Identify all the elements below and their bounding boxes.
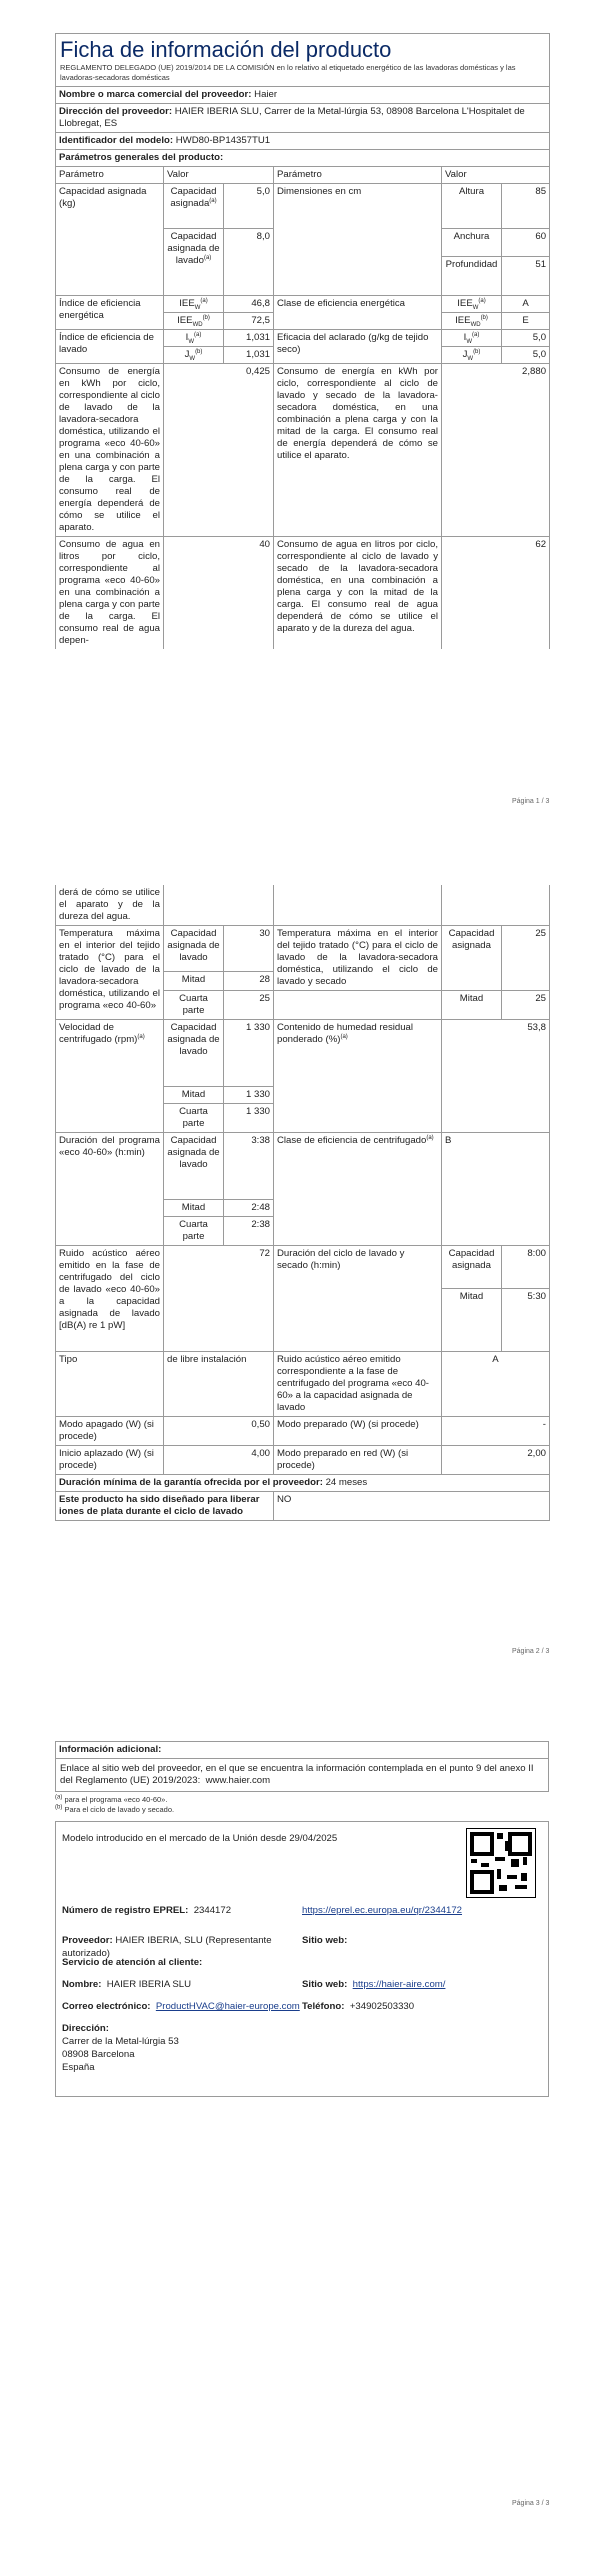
off-mode-label: Modo apagado (W) (si procede) [56,1417,164,1446]
regulation-text: REGLAMENTO DELEGADO (UE) 2019/2014 DE LA COMISIÓN en lo relativo al etiquetado energético de las lavadoras domésticas y las lavadoras-secadoras domésticas [60,63,516,82]
height-value: 85 [502,184,550,229]
page-1 [55,33,549,649]
provider-value: HAIER IBERIA, SLU (Representante autorizado) [62,1935,272,1959]
duration-label: Duración del programa «eco 40-60» (h:min) [56,1133,164,1246]
water-wd-value: 62 [442,537,550,650]
col-value-header-2: Valor [442,167,550,184]
page-2 [55,885,549,1521]
noise-class-value: A [442,1352,550,1417]
depth-label: Profundidad [442,257,502,296]
spin-sub-2: Mitad [164,1087,224,1104]
additional-url: www.haier.com [205,1775,271,1786]
dur-sub-2: Mitad [164,1200,224,1217]
eec-wd-value: E [502,313,550,330]
temp-w-label: Temperatura máxima en el interior del tejido tratado (°C) para el ciclo de lavado de la lavadora-secadora doméstica, utilizando el programa «eco 40-60» [56,926,164,1020]
brand-value: Haier [254,89,278,100]
address-line-3: España [62,2062,95,2073]
service-name-value: HAIER IBERIA SLU [106,1979,192,1990]
address-line-1: Carrer de la Metal-lúrgia 53 [62,2036,179,2047]
eec-wd: IEE [455,315,471,326]
temp-wd-sub-1: Capacidad asignada [442,926,502,991]
temp-val-3: 25 [224,991,274,1020]
spin-label: Velocidad de centrifugado (rpm) [59,1022,138,1045]
page-number-1: Página 1 / 3 [512,798,550,805]
noise-class-label: Ruido acústico aéreo emitido correspondiente a la fase de centrifugado del programa «eco 40-60» a la capacidad asignada de lavado [274,1352,442,1417]
service-label: Servicio de atención al cliente: [62,1957,203,1968]
eprel-reg-label: Número de registro EPREL: [62,1905,189,1916]
rinse-label: Eficacia del aclarado (g/kg de tejido seco) [274,330,442,364]
eei-w-value: 46,8 [224,296,274,313]
width-label: Anchura [442,229,502,257]
warranty-label: Duración mínima de la garantía ofrecida por el proveedor: [59,1477,323,1488]
footnote-b: Para el ciclo de lavado y secado. [64,1805,175,1814]
jw2-value: 5,0 [502,347,550,364]
spin-class-label: Clase de eficiencia de centrifugado [277,1135,427,1146]
email-link[interactable]: ProductHVAC@haier-europe.com [155,2001,300,2012]
silver-ions-label: Este producto ha sido diseñado para liberar iones de plata durante el ciclo de lavado [56,1492,274,1521]
water-w-label-cont: derá de cómo se utilice el aparato y de la dureza del agua. [56,885,164,926]
dims-label: Dimensiones en cm [274,184,442,296]
network-standby-value: 2,00 [442,1446,550,1475]
durwd-sub-1: Capacidad asignada [442,1246,502,1289]
spin-val-2: 1 330 [224,1087,274,1104]
additional-text: Enlace al sitio web del proveedor, en el que se encuentra la información contemplada en el punto 9 del anexo II del Reglamento (UE) 2019/2023: [60,1763,534,1786]
additional-title: Información adicional: [56,1742,549,1759]
page-title: Ficha de información del producto [60,37,392,62]
noise-value: 72 [164,1246,274,1352]
temp-sub-1: Capacidad asignada de lavado [164,926,224,972]
off-mode-value: 0,50 [164,1417,274,1446]
water-w-value: 40 [164,537,274,650]
durwd-sub-2: Mitad [442,1289,502,1352]
brand-label: Nombre o marca comercial del proveedor: [59,89,252,100]
cap-val-2: 8,0 [224,229,274,296]
eprel-link[interactable]: https://eprel.ec.europa.eu/qr/2344172 [302,1905,463,1916]
eec-label: Clase de eficiencia energética [274,296,442,330]
dur-val-3: 2:38 [224,1217,274,1246]
eei-wd-value: 72,5 [224,313,274,330]
depth-value: 51 [502,257,550,296]
temp-sub-2: Mitad [164,971,224,990]
iw2-value: 5,0 [502,330,550,347]
dur-sub-1: Capacidad asignada de lavado [164,1133,224,1200]
temp-wd-val-2: 25 [502,991,550,1020]
standby-value: - [442,1417,550,1446]
footnote-a: para el programa «eco 40-60». [64,1795,168,1804]
energy-w-value: 0,425 [164,364,274,537]
dur-val-1: 3:38 [224,1133,274,1200]
eprel-box [55,1821,549,2097]
cap-sub-2: Capacidad asignada de lavado [167,231,220,266]
capacity-label: Capacidad asignada (kg) [56,184,164,296]
iw2: I [463,332,467,343]
phone-value: +34902503330 [349,2001,415,2012]
address-value: HAIER IBERIA SLU, Carrer de la Metal-lúrgia 53, 08908 Barcelona L'Hospitalet de Llobregat, ES [59,106,525,129]
wash-eff-label: Índice de eficiencia de lavado [56,330,164,364]
moisture-label: Contenido de humedad residual ponderado (%) [277,1022,414,1045]
width-value: 60 [502,229,550,257]
duration-wd-label: Duración del ciclo de lavado y secado (h:min) [274,1246,442,1352]
temp-sub-3: Cuarta parte [164,991,224,1020]
height-label: Altura [442,184,502,229]
spin-val-1: 1 330 [224,1020,274,1087]
col-value-header: Valor [164,167,274,184]
type-value: de libre instalación [164,1352,274,1417]
model-label: Identificador del modelo: [59,135,174,146]
eec-w: IEE [457,298,473,309]
temp-wd-sub-2: Mitad [442,991,502,1020]
product-info-table-p1: Ficha de información del producto REGLAMENTO DELEGADO (UE) 2019/2014 DE LA COMISIÓN en lo relativo al etiquetado energético de las lavadoras domésticas y las lavadoras-secadoras domésticas Nombre o marca comercial del proveedor: Haier Dirección del proveedor: HAIER IBERIA SLU, Carrer de la Metal-lúrgia 53, 08908 Barcelona L'Hospitalet de Llobregat, ES Identificador del modelo: HWD80-BP14357TU1 Parámetros generales del producto: Parámetro Valor Parámetro Valor Capacidad asignada (kg) Capacidad asignada$^{(a)}$ 5,0 Dimensiones en cm Altura 85 Capacidad asignada de lavado$^{(a)}$ 8,0 Anchura 60 Profundidad 51 Índice de eficiencia energética $IEE_W^{(a)}$ 46,8 Clase de eficiencia energética $IEE_W^{(a)}$ A $IEE_{WD}^{(b)}$ 72,5 $IEE_{WD}^{(b)}$ E Índice de eficiencia de lavado $I_W^{(a)}$ 1,031 Eficacia del aclarado (g/kg de tejido seco) $I_W^{(a)}$ 5,0 $J_W^{(b)}$ 1,031 $J_W^{(b)}$ 5,0 Consumo de energía en kWh por ciclo, correspondiente al ciclo de lavado de la lavadora-secadora doméstica, utilizando el programa «eco 40-60» en una combinación a plena carga y con parte de la carga. El consumo real de energía dependerá de cómo se utilice el aparato. 0,425 Consumo de energía en kWh por ciclo, correspondiente al ciclo de lavado y secado de la lavadora-secadora doméstica, en una combinación a plena carga y con la mitad de la carga. El consumo real de energía dependerá de cómo se utilice el aparato. 2,880 Consumo de agua en litros por ciclo, correspondiente al programa «eco 40-60» en una combinación a plena carga y con parte de la carga. El consumo real de agua depen- 40 Consumo de agua en litros por ciclo, correspondiente al ciclo de lavado y secado de la lavadora-secadora doméstica, en una combinación a plena carga y con la mitad de la carga. El consumo real de agua dependerá de cómo se utilice el aparato y de la dureza del agua. 62 [55,33,550,649]
delay-start-label: Inicio aplazado (W) (si procede) [56,1446,164,1475]
product-info-table-p2: derá de cómo se utilice el aparato y de la dureza del agua. Temperatura máxima en el interior del tejido tratado (°C) para el ciclo de lavado de la lavadora-secadora doméstica, utilizando el programa «eco 40-60» Capacidad asignada de lavado 30 Temperatura máxima en el interior del tejido tratado (°C) para el ciclo de lavado de la lavadora-secadora doméstica, utilizando el ciclo de lavado y secado Capacidad asignada 25 Mitad 28 Cuarta parte 25 Mitad 25 Velocidad de centrifugado (rpm)$^{(a)}$ Capacidad asignada de lavado 1 330 Contenido de humedad residual ponderado (%)$^{(a)}$ 53,8 Mitad 1 330 Cuarta parte 1 330 Duración del programa «eco 40-60» (h:min) Capacidad asignada de lavado 3:38 Clase de eficiencia de centrifugado$^{(a)}$ B Mitad 2:48 Cuarta parte 2:38 Ruido acústico aéreo emitido en la fase de centrifugado del ciclo de lavado «eco 40-60» a la capacidad asignada de lavado [dB(A) re 1 pW] 72 Duración del ciclo de lavado y secado (h:min) Capacidad asignada 8:00 Mitad 5:30 Tipo de libre instalación Ruido acústico aéreo emitido correspondiente a la fase de centrifugado del programa «eco 40-60» a la capacidad asignada de lavado A Modo apagado (W) (si procede) 0,50 Modo preparado (W) (si procede) - Inicio aplazado (W) (si procede) 4,00 Modo preparado en red (W) (si procede) 2,00 Duración mínima de la garantía ofrecida por el proveedor: 24 meses Este producto ha sido diseñado para liberar iones de plata durante el ciclo de lavado NO [55,885,550,1521]
page-number-2: Página 2 / 3 [512,1648,550,1655]
temp-wd-val-1: 25 [502,926,550,991]
iw-value: 1,031 [224,330,274,347]
cap-sub-1: Capacidad asignada [170,186,217,209]
water-w-label: Consumo de agua en litros por ciclo, correspondiente al programa «eco 40-60» en una combinación a plena carga y con parte de la carga. El consumo real de agua depen- [56,537,164,650]
durwd-val-2: 5:30 [502,1289,550,1352]
qr-code-icon[interactable] [466,1828,536,1898]
eei-w: IEE [179,298,195,309]
silver-ions-value: NO [274,1492,550,1521]
spin-class-value: B [442,1133,550,1246]
dur-sub-3: Cuarta parte [164,1217,224,1246]
spin-val-3: 1 330 [224,1104,274,1133]
network-standby-label: Modo preparado en red (W) (si procede) [274,1446,442,1475]
col-param-header: Parámetro [56,167,164,184]
spin-sub-1: Capacidad asignada de lavado [164,1020,224,1087]
address-section-label: Dirección: [62,2023,109,2034]
noise-label: Ruido acústico aéreo emitido en la fase de centrifugado del ciclo de lavado «eco 40-60» a la capacidad asignada de lavado [dB(A) re 1 pW] [56,1246,164,1352]
water-wd-label: Consumo de agua en litros por ciclo, correspondiente al ciclo de lavado y secado de la lavadora-secadora doméstica, en una combinación a plena carga y con la mitad de la carga. El consumo real de agua dependerá de cómo se utilice el aparato y de la dureza del agua. [274,537,442,650]
phone-label: Teléfono: [302,2001,345,2012]
col-param-header-2: Parámetro [274,167,442,184]
warranty-value: 24 meses [325,1477,368,1488]
energy-w-label: Consumo de energía en kWh por ciclo, correspondiente al ciclo de lavado de la lavadora-secadora doméstica, utilizando el programa «eco 40-60» en una combinación a plena carga y con parte de la carga. El consumo real de energía dependerá de cómo se utilice el aparato. [56,364,164,537]
temp-val-1: 30 [224,926,274,972]
moisture-value: 53,8 [442,1020,550,1133]
provider-web-label: Sitio web: [302,1935,348,1946]
iw: I [185,332,189,343]
service-site-link[interactable]: https://haier-aire.com/ [352,1979,446,1990]
type-label: Tipo [56,1352,164,1417]
eprel-reg-value: 2344172 [193,1905,232,1916]
service-name-label: Nombre: [62,1979,102,1990]
address-label: Dirección del proveedor: [59,106,173,117]
market-date: Modelo introducido en el mercado de la Unión desde 29/04/2025 [62,1833,338,1844]
page-3: Información adicional: Enlace al sitio web del proveedor, en el que se encuentra la información contemplada en el punto 9 del anexo II del Reglamento (UE) 2019/2023: www.haier.com $^{(a)}$ para el programa «eco 40-60». $^{(b)}$ Para el ciclo de lavado y secado. Modelo introducido en el mercado de la Unión desde 29/04/2025 Número de registro EPREL: 2344172 https://eprel.ec.europa.eu/qr/2344172 Proveedor: HAIER IBERIA, SLU (Representante autorizado) Sitio web: Servicio de atención al cliente: Nombre: HAIER IBERIA SLU Sitio web: https://haier-aire.com/ Correo electrónico: ProductHVAC@haier-europe.com Teléfono: +34902503330 Dirección: Carrer de la Metal-lúrgia 53 08908 Barcelona España [55,1741,549,2097]
general-params-label: Parámetros generales del producto: [56,150,550,167]
page-number-3: Página 3 / 3 [512,2500,550,2507]
eei-wd: IEE [177,315,193,326]
address-line-2: 08908 Barcelona [62,2049,135,2060]
eec-w-value: A [502,296,550,313]
eei-label: Índice de eficiencia energética [56,296,164,330]
durwd-val-1: 8:00 [502,1246,550,1289]
spin-sub-3: Cuarta parte [164,1104,224,1133]
cap-val-1: 5,0 [224,184,274,229]
temp-wd-label: Temperatura máxima en el interior del tejido tratado (°C) para el ciclo de lavado de la lavadora-secadora doméstica, utilizando el ciclo de lavado y secado [274,926,442,991]
standby-label: Modo preparado (W) (si procede) [274,1417,442,1446]
delay-start-value: 4,00 [164,1446,274,1475]
jw-value: 1,031 [224,347,274,364]
jw2: J [462,349,468,360]
jw: J [184,349,190,360]
model-value: HWD80-BP14357TU1 [175,135,271,146]
dur-val-2: 2:48 [224,1200,274,1217]
email-label: Correo electrónico: [62,2001,151,2012]
energy-wd-label: Consumo de energía en kWh por ciclo, correspondiente al ciclo de lavado y secado de la lavadora-secadora doméstica, en una combinación a plena carga y con la mitad de la carga. El consumo real de energía dependerá de cómo se utilice el aparato. [274,364,442,537]
energy-wd-value: 2,880 [442,364,550,537]
additional-info-table [55,1741,549,1792]
provider-label: Proveedor: [62,1935,113,1946]
temp-val-2: 28 [224,971,274,990]
service-site-label: Sitio web: [302,1979,348,1990]
